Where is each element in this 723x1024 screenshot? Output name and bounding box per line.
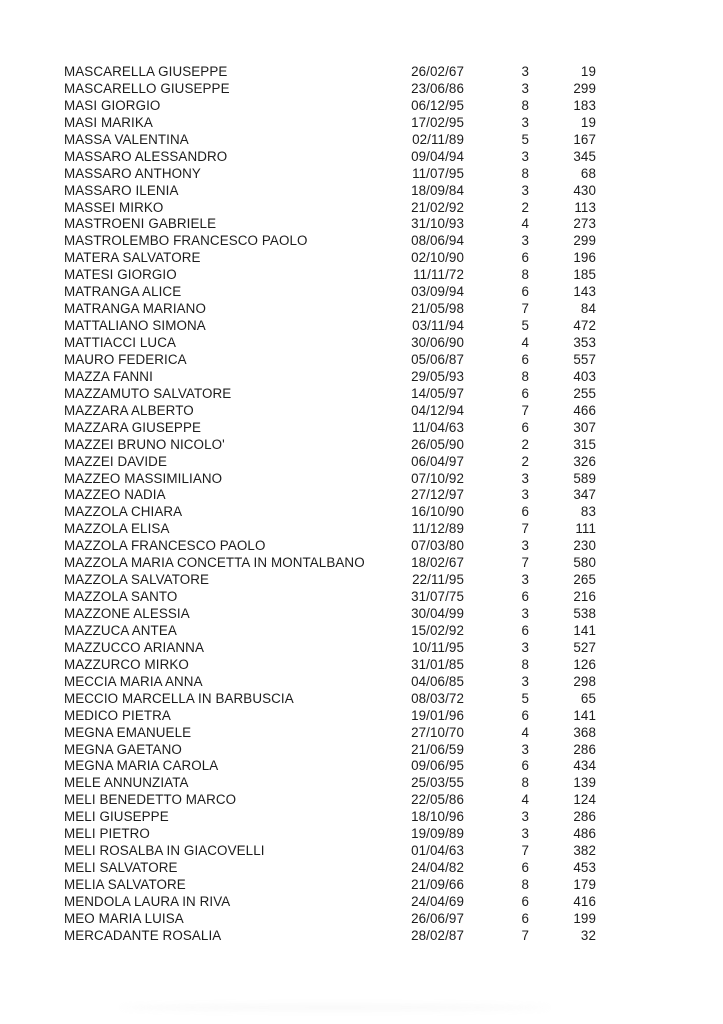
small-number-cell: 6 [521,351,529,367]
name-cell: MELI ROSALBA IN GIACOVELLI [64,843,265,859]
small-number-cell: 6 [521,622,529,638]
birthdate-cell: 29/05/93 [411,368,464,384]
small-number-cell: 2 [521,199,529,215]
name-cell: MAZZARA GIUSEPPE [64,419,202,435]
record-list [64,64,596,945]
small-number-cell: 8 [521,267,529,283]
small-number-cell: 2 [521,453,529,469]
small-number-cell: 3 [521,470,529,486]
large-number-cell: 403 [573,368,596,384]
name-cell: MASCARELLO GIUSEPPE [64,80,230,96]
small-number-cell: 6 [521,758,529,774]
small-number-cell: 6 [521,419,529,435]
small-number-cell: 3 [521,809,529,825]
table-row [64,386,596,403]
large-number-cell: 580 [573,555,596,571]
small-number-cell: 3 [521,826,529,842]
birthdate-cell: 26/05/90 [411,436,464,452]
table-row [64,877,596,894]
table-row [64,572,596,589]
name-cell: MAZZONE ALESSIA [64,606,190,621]
large-number-cell: 216 [573,589,596,605]
small-number-cell: 7 [521,927,529,943]
large-number-cell: 299 [573,80,596,96]
table-row [64,216,596,233]
birthdate-cell: 30/04/99 [411,606,464,621]
table-row [64,860,596,877]
small-number-cell: 5 [521,131,529,147]
name-cell: MAZZOLA MARIA CONCETTA IN MONTALBANO [64,555,365,571]
name-cell: MELI BENEDETTO MARCO [64,792,237,808]
name-cell: MAZZEI DAVIDE [64,453,167,469]
name-cell: MAZZOLA SALVATORE [64,572,210,588]
large-number-cell: 19 [580,114,596,130]
birthdate-cell: 04/12/94 [411,402,464,418]
table-row [64,623,596,640]
large-number-cell: 453 [573,860,596,876]
large-number-cell: 368 [573,724,596,740]
small-number-cell: 3 [521,487,529,503]
large-number-cell: 167 [573,131,596,147]
small-number-cell: 6 [521,910,529,926]
large-number-cell: 315 [573,436,596,452]
table-row [64,64,596,81]
birthdate-cell: 31/01/85 [411,656,464,672]
small-number-cell: 7 [521,555,529,571]
name-cell: MATRANGA ALICE [64,284,182,300]
name-cell: MELI GIUSEPPE [64,809,169,825]
small-number-cell: 6 [521,385,529,401]
small-number-cell: 3 [521,80,529,96]
table-row [64,166,596,183]
small-number-cell: 7 [521,521,529,537]
large-number-cell: 196 [573,250,596,266]
small-number-cell: 4 [521,335,529,350]
large-number-cell: 416 [573,893,596,909]
name-cell: MAURO FEDERICA [64,351,187,367]
name-cell: MENDOLA LAURA IN RIVA [64,893,231,909]
large-number-cell: 19 [580,64,596,79]
large-number-cell: 185 [573,267,596,283]
large-number-cell: 286 [573,809,596,825]
table-row [64,674,596,691]
small-number-cell: 7 [521,402,529,418]
table-row [64,775,596,792]
birthdate-cell: 03/11/94 [412,318,464,334]
birthdate-cell: 30/06/90 [411,335,464,350]
name-cell: MECCIO MARCELLA IN BARBUSCIA [64,690,294,706]
name-cell: MEGNA EMANUELE [64,724,192,740]
small-number-cell: 3 [521,606,529,621]
large-number-cell: 273 [573,216,596,232]
birthdate-cell: 15/02/92 [411,622,464,638]
small-number-cell: 8 [521,368,529,384]
large-number-cell: 126 [573,656,596,672]
name-cell: MASTROLEMBO FRANCESCO PAOLO [64,233,308,249]
name-cell: MAZZEI BRUNO NICOLO' [64,436,225,452]
large-number-cell: 307 [573,419,596,435]
small-number-cell: 8 [521,656,529,672]
small-number-cell: 4 [521,792,529,808]
name-cell: MELIA SALVATORE [64,877,186,892]
table-row [64,538,596,555]
table-row [64,809,596,826]
name-cell: MASI MARIKA [64,114,153,130]
table-row [64,267,596,284]
small-number-cell: 3 [521,233,529,249]
name-cell: MASTROENI GABRIELE [64,216,217,232]
large-number-cell: 230 [573,538,596,554]
large-number-cell: 255 [573,385,596,401]
birthdate-cell: 22/05/86 [411,792,464,808]
small-number-cell: 7 [521,843,529,859]
large-number-cell: 111 [575,521,596,537]
birthdate-cell: 21/09/66 [411,877,464,892]
table-row [64,606,596,623]
table-row [64,471,596,488]
name-cell: MASSA VALENTINA [64,131,189,147]
small-number-cell: 6 [521,589,529,605]
name-cell: MELE ANNUNZIATA [64,775,189,791]
name-cell: MATERA SALVATORE [64,250,201,266]
birthdate-cell: 21/05/98 [411,301,464,317]
table-row [64,911,596,928]
table-row [64,115,596,132]
birthdate-cell: 09/06/95 [411,758,464,774]
table-row [64,725,596,742]
birthdate-cell: 06/04/97 [411,453,464,469]
small-number-cell: 3 [521,538,529,554]
table-row [64,301,596,318]
small-number-cell: 3 [521,114,529,130]
large-number-cell: 326 [573,453,596,469]
birthdate-cell: 02/10/90 [411,250,464,266]
large-number-cell: 124 [573,792,596,808]
table-row [64,352,596,369]
name-cell: MEGNA GAETANO [64,741,182,757]
large-number-cell: 557 [573,351,596,367]
table-row [64,504,596,521]
name-cell: MELI SALVATORE [64,860,178,876]
table-row [64,437,596,454]
name-cell: MAZZUCA ANTEA [64,622,177,638]
name-cell: MAZZOLA ELISA [64,521,170,537]
table-row [64,200,596,217]
name-cell: MAZZOLA FRANCESCO PAOLO [64,538,266,554]
table-row [64,640,596,657]
large-number-cell: 430 [573,182,596,198]
table-row [64,589,596,606]
name-cell: MASI GIORGIO [64,97,161,113]
table-row [64,826,596,843]
small-number-cell: 3 [521,741,529,757]
large-number-cell: 183 [573,97,596,113]
large-number-cell: 466 [573,402,596,418]
table-row [64,894,596,911]
name-cell: MATTALIANO SIMONA [64,318,206,334]
birthdate-cell: 27/10/70 [411,724,464,740]
birthdate-cell: 11/07/95 [412,165,464,181]
large-number-cell: 345 [573,148,596,164]
birthdate-cell: 01/04/63 [411,843,464,859]
name-cell: MAZZA FANNI [64,368,153,384]
large-number-cell: 83 [580,504,596,520]
birthdate-cell: 07/10/92 [411,470,464,486]
birthdate-cell: 27/12/97 [411,487,464,503]
name-cell: MEGNA MARIA CAROLA [64,758,219,774]
name-cell: MERCADANTE ROSALIA [64,927,222,943]
large-number-cell: 538 [573,606,596,621]
birthdate-cell: 26/06/97 [411,910,464,926]
table-row [64,555,596,572]
table-row [64,487,596,504]
table-row [64,742,596,759]
small-number-cell: 3 [521,572,529,588]
large-number-cell: 589 [573,470,596,486]
small-number-cell: 6 [521,284,529,300]
large-number-cell: 434 [573,758,596,774]
name-cell: MASSARO ILENIA [64,182,179,198]
small-number-cell: 3 [521,64,529,79]
name-cell: MAZZEO MASSIMILIANO [64,470,223,486]
table-row [64,132,596,149]
small-number-cell: 5 [521,690,529,706]
small-number-cell: 2 [521,436,529,452]
scan-artifact [120,1004,550,1011]
large-number-cell: 84 [580,301,596,317]
small-number-cell: 3 [521,182,529,198]
large-number-cell: 141 [573,707,596,723]
large-number-cell: 347 [573,487,596,503]
name-cell: MASSARO ALESSANDRO [64,148,228,164]
birthdate-cell: 31/07/75 [411,589,464,605]
name-cell: MEDICO PIETRA [64,707,171,723]
table-row [64,81,596,98]
small-number-cell: 4 [521,216,529,232]
birthdate-cell: 31/10/93 [411,216,464,232]
table-row [64,454,596,471]
small-number-cell: 3 [521,148,529,164]
table-row [64,521,596,538]
birthdate-cell: 22/11/95 [412,572,464,588]
name-cell: MASSARO ANTHONY [64,165,201,181]
table-row [64,335,596,352]
large-number-cell: 286 [573,741,596,757]
name-cell: MAZZAMUTO SALVATORE [64,385,232,401]
table-row [64,149,596,166]
small-number-cell: 8 [521,877,529,892]
small-number-cell: 3 [521,639,529,655]
birthdate-cell: 08/03/72 [411,690,464,706]
birthdate-cell: 19/09/89 [411,826,464,842]
large-number-cell: 143 [573,284,596,300]
birthdate-cell: 11/12/89 [412,521,464,537]
name-cell: MAZZOLA SANTO [64,589,178,605]
birthdate-cell: 08/06/94 [411,233,464,249]
birthdate-cell: 10/11/95 [412,639,464,655]
small-number-cell: 6 [521,250,529,266]
large-number-cell: 486 [573,826,596,842]
birthdate-cell: 11/04/63 [412,419,464,435]
birthdate-cell: 24/04/69 [411,893,464,909]
birthdate-cell: 16/10/90 [411,504,464,520]
small-number-cell: 8 [521,97,529,113]
birthdate-cell: 28/02/87 [411,927,464,943]
birthdate-cell: 03/09/94 [411,284,464,300]
birthdate-cell: 02/11/89 [412,131,464,147]
table-row [64,420,596,437]
birthdate-cell: 26/02/67 [411,64,464,79]
table-row [64,843,596,860]
birthdate-cell: 07/03/80 [411,538,464,554]
large-number-cell: 265 [573,572,596,588]
table-row [64,250,596,267]
name-cell: MAZZOLA CHIARA [64,504,183,520]
name-cell: MATRANGA MARIANO [64,301,206,317]
birthdate-cell: 17/02/95 [411,114,464,130]
small-number-cell: 6 [521,707,529,723]
small-number-cell: 5 [521,318,529,334]
birthdate-cell: 24/04/82 [411,860,464,876]
birthdate-cell: 18/10/96 [411,809,464,825]
small-number-cell: 8 [521,165,529,181]
small-number-cell: 6 [521,504,529,520]
large-number-cell: 472 [573,318,596,334]
large-number-cell: 32 [580,927,596,943]
birthdate-cell: 18/02/67 [411,555,464,571]
birthdate-cell: 19/01/96 [411,707,464,723]
large-number-cell: 527 [573,639,596,655]
name-cell: MASSEI MIRKO [64,199,164,215]
name-cell: MAZZEO NADIA [64,487,166,503]
name-cell: MATTIACCI LUCA [64,335,177,350]
large-number-cell: 199 [573,910,596,926]
table-row [64,318,596,335]
birthdate-cell: 25/03/55 [411,775,464,791]
table-row [64,928,596,945]
large-number-cell: 68 [580,165,596,181]
table-row [64,657,596,674]
birthdate-cell: 09/04/94 [411,148,464,164]
table-row [64,691,596,708]
small-number-cell: 8 [521,775,529,791]
birthdate-cell: 05/06/87 [411,351,464,367]
name-cell: MEO MARIA LUISA [64,910,184,926]
birthdate-cell: 14/05/97 [411,385,464,401]
table-row [64,183,596,200]
table-row [64,403,596,420]
name-cell: MAZZUCCO ARIANNA [64,639,204,655]
table-row [64,98,596,115]
large-number-cell: 113 [574,199,596,215]
large-number-cell: 353 [573,335,596,350]
name-cell: MELI PIETRO [64,826,150,842]
large-number-cell: 141 [573,622,596,638]
table-row [64,284,596,301]
name-cell: MATESI GIORGIO [64,267,177,283]
birthdate-cell: 11/11/72 [413,267,464,283]
large-number-cell: 179 [573,877,596,892]
table-row [64,708,596,725]
large-number-cell: 382 [573,843,596,859]
large-number-cell: 139 [573,775,596,791]
birthdate-cell: 21/02/92 [411,199,464,215]
large-number-cell: 65 [580,690,596,706]
birthdate-cell: 21/06/59 [411,741,464,757]
table-row [64,758,596,775]
table-row [64,369,596,386]
birthdate-cell: 04/06/85 [411,673,464,689]
table-row [64,792,596,809]
birthdate-cell: 18/09/84 [411,182,464,198]
name-cell: MAZZURCO MIRKO [64,656,189,672]
small-number-cell: 3 [521,673,529,689]
birthdate-cell: 23/06/86 [411,80,464,96]
large-number-cell: 298 [573,673,596,689]
name-cell: MECCIA MARIA ANNA [64,673,203,689]
small-number-cell: 6 [521,893,529,909]
small-number-cell: 4 [521,724,529,740]
large-number-cell: 299 [573,233,596,249]
small-number-cell: 6 [521,860,529,876]
small-number-cell: 7 [521,301,529,317]
name-cell: MASCARELLA GIUSEPPE [64,64,228,79]
birthdate-cell: 06/12/95 [411,97,464,113]
name-cell: MAZZARA ALBERTO [64,402,194,418]
table-row [64,233,596,250]
